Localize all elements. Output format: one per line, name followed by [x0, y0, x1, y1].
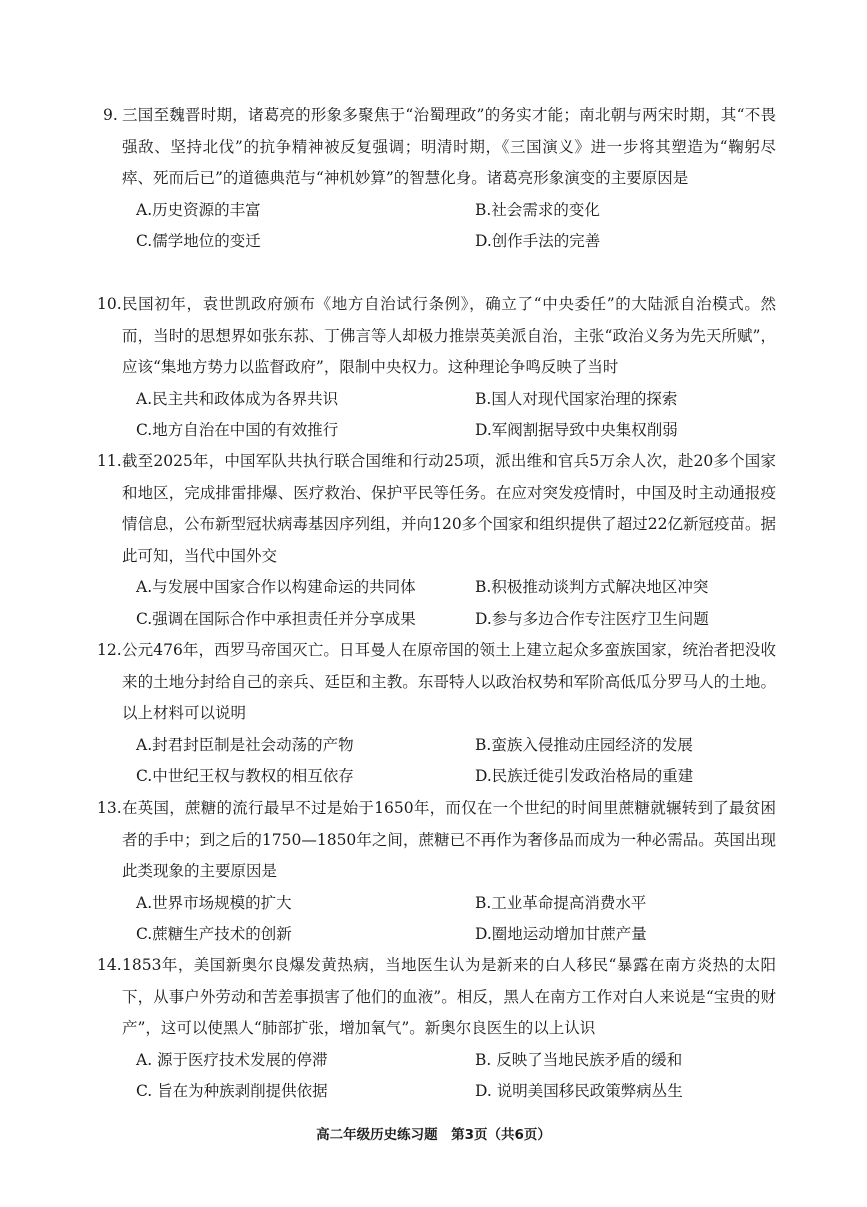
question-number: 9. [103, 106, 118, 124]
option-a: A.世界市场规模的扩大 [136, 893, 292, 912]
option-d: D. 说明美国移民政策弊病丛生 [475, 1082, 683, 1100]
option-b: B.工业革命提高消费水平 [475, 893, 647, 912]
question-stem: 民国初年，袁世凯政府颁布《地方自治试行条例》，确立了“中央委任”的大陆派自治模式。然而，当时的思想界如张东荪、丁佛言等人却极力推崇英美派自治，主张“政治义务为先天所赋”，应该“集地方势力以监督政府”，限制中央权力。这种理论争鸣反映了当时 [122, 295, 776, 376]
option-d: D.民族迁徙引发政治格局的重建 [475, 767, 694, 785]
options [104, 384, 776, 447]
options [104, 730, 776, 793]
options [104, 572, 776, 635]
option-a: A. 源于医疗技术发展的停滞 [136, 1050, 328, 1069]
option-b: B.社会需求的变化 [475, 200, 600, 219]
option-b: B. 反映了当地民族矛盾的缓和 [475, 1050, 683, 1069]
option-c: C.强调在国际合作中承担责任并分享成果 [136, 609, 416, 628]
question-10 [97, 289, 776, 447]
question-stem: 公元476年，西罗马帝国灭亡。日耳曼人在原帝国的领土上建立起众多蛮族国家，统治者把没收来的土地分封给自己的亲兵、廷臣和主教。东哥特人以政治权势和军阶高低瓜分罗马人的土地。以上材料可以说明 [122, 641, 776, 722]
option-d: D.圈地运动增加甘蔗产量 [475, 925, 647, 943]
option-a: A.历史资源的丰富 [136, 200, 261, 219]
option-c: C.地方自治在中国的有效推行 [136, 421, 339, 439]
question-number: 11. [97, 452, 122, 470]
option-d: D.军阀割据导致中央集权削弱 [475, 421, 678, 439]
option-a: A.与发展中国家合作以构建命运的共同体 [136, 578, 416, 596]
question-stem: 截至2025年，中国军队共执行联合国维和行动25项，派出维和官兵5万余人次，赴20多个国家和地区，完成排雷排爆、医疗救治、保护平民等任务。在应对突发疫情时，中国及时主动通报疫情信息，公布新型冠状病毒基因序列组，并向120多个国家和组织提供了超过22亿新冠疫苗。据此可知，当代中国外交 [122, 452, 776, 565]
option-d: D.参与多边合作专注医疗卫生问题 [475, 609, 709, 628]
question-9 [104, 100, 776, 258]
option-b: B.国人对现代国家治理的探索 [475, 389, 678, 408]
option-c: C.中世纪王权与教权的相互依存 [136, 767, 354, 785]
question-stem: 在英国，蔗糖的流行最早不过是始于1650年，而仅在一个世纪的时间里蔗糖就辗转到了最贫困者的手中；到之后的1750—1850年之间，蔗糖已不再作为奢侈品而成为一种必需品。英国出现此类现象的主要原因是 [122, 799, 776, 880]
option-b: B.蛮族入侵推动庄园经济的发展 [475, 735, 693, 754]
question-14 [97, 950, 776, 1108]
option-a: A.民主共和政体成为各界共识 [136, 389, 339, 408]
options [104, 1045, 776, 1108]
question-number: 10. [97, 295, 122, 313]
option-b: B.积极推动谈判方式解决地区冲突 [475, 578, 709, 596]
option-c: C. 旨在为种族剥削提供依据 [136, 1082, 328, 1100]
options [104, 888, 776, 951]
option-a: A.封君封臣制是社会动荡的产物 [136, 735, 354, 754]
option-c: C.儒学地位的变迁 [136, 232, 261, 250]
question-stem: 三国至魏晋时期，诸葛亮的形象多聚焦于“治蜀理政”的务实才能；南北朝与两宋时期，其“不畏强敌、坚持北伐”的抗争精神被反复强调；明清时期，《三国演义》进一步将其塑造为“鞠躬尽瘁、死而后已”的道德典范与“神机妙算”的智慧化身。诸葛亮形象演变的主要原因是 [122, 106, 776, 187]
option-d: D.创作手法的完善 [475, 232, 601, 250]
question-13 [97, 793, 776, 951]
question-11 [97, 446, 776, 635]
question-number: 14. [97, 956, 122, 974]
question-number: 12. [97, 641, 122, 659]
options [104, 195, 776, 258]
question-12 [97, 635, 776, 793]
option-c: C.蔗糖生产技术的创新 [136, 925, 292, 943]
question-number: 13. [97, 799, 122, 817]
question-stem: 1853年，美国新奥尔良爆发黄热病，当地医生认为是新来的白人移民“暴露在南方炎热的太阳下，从事户外劳动和苦差事损害了他们的血液”。相反，黑人在南方工作对白人来说是“宝贵的财产”，这可以使黑人“肺部扩张，增加氧气”。新奥尔良医生的以上认识 [122, 956, 776, 1037]
page-footer: 高二年级历史练习题 第3页（共6页） [316, 1127, 551, 1143]
